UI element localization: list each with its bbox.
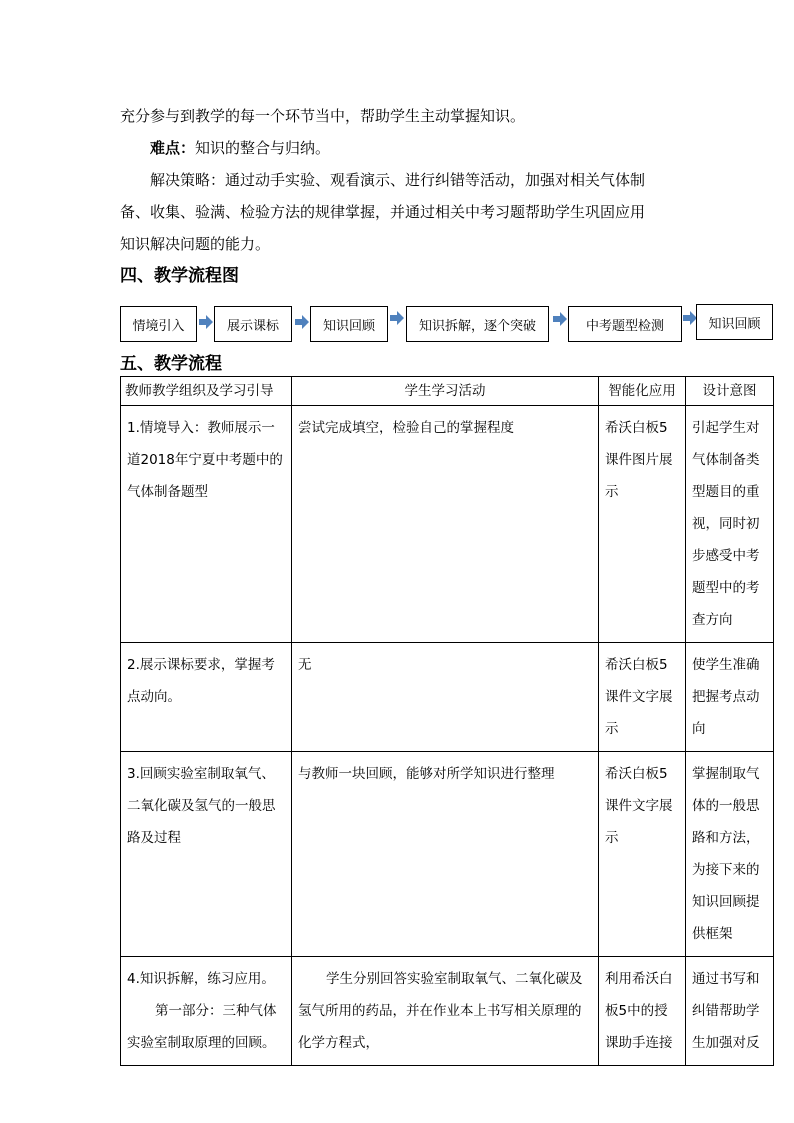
flow-arrow-icon bbox=[390, 311, 404, 325]
table-row bbox=[121, 643, 774, 752]
row-intent-cell: 通过书写和纠错帮助学生加强对反 bbox=[686, 957, 774, 1066]
row-tech-cell: 希沃白板5课件文字展示 bbox=[599, 752, 686, 957]
row-teacher-subtext: 第一部分：三种气体实验室制取原理的回顾。 bbox=[127, 1003, 277, 1051]
row-student-cell: 无 bbox=[292, 643, 599, 752]
teaching-flowchart bbox=[120, 304, 780, 344]
row-student-cell: 学生分别回答实验室制取氧气、二氧化碳及氢气所用的药品，并在作业本上书写相关原理的化学方程式， bbox=[292, 957, 599, 1066]
row-teacher-cell bbox=[121, 957, 292, 1066]
flow-step-1: 情境引入 bbox=[120, 306, 197, 342]
difficulty-label: 难点： bbox=[150, 139, 196, 157]
header-intent: 设计意图 bbox=[686, 377, 774, 406]
row-intent-cell: 掌握制取气体的一般思路和方法，为接下来的知识回顾提供框架 bbox=[686, 752, 774, 957]
flow-arrow-icon bbox=[553, 312, 567, 326]
row-tech-cell: 希沃白板5课件图片展示 bbox=[599, 406, 686, 643]
intro-line: 充分参与到教学的每一个环节当中，帮助学生主动掌握知识。 bbox=[120, 107, 526, 125]
difficulty-text: 知识的整合与归纳。 bbox=[195, 139, 331, 157]
strategy-line-3: 知识解决问题的能力。 bbox=[120, 235, 271, 253]
row-student-cell: 尝试完成填空，检验自己的掌握程度 bbox=[292, 406, 599, 643]
flow-arrow-icon bbox=[199, 315, 213, 329]
header-tech: 智能化应用 bbox=[599, 377, 686, 406]
row-teacher-cell: 1.情境导入：教师展示一道2018年宁夏中考题中的气体制备题型 bbox=[121, 406, 292, 643]
header-teacher: 教师教学组织及学习引导 bbox=[121, 377, 292, 406]
difficulty-paragraph bbox=[120, 132, 680, 164]
flow-arrow-icon bbox=[295, 315, 309, 329]
flow-step-3: 知识回顾 bbox=[310, 306, 388, 342]
row-intent-cell: 引起学生对气体制备类型题目的重视，同时初步感受中考题型中的考查方向 bbox=[686, 406, 774, 643]
table-row bbox=[121, 752, 774, 957]
flow-step-5: 中考题型检测 bbox=[568, 306, 682, 342]
flow-step-4: 知识拆解，逐个突破 bbox=[406, 306, 549, 342]
header-student: 学生学习活动 bbox=[292, 377, 599, 406]
flow-step-6: 知识回顾 bbox=[696, 304, 773, 340]
table-header-row bbox=[121, 377, 774, 406]
strategy-line-1: 解决策略：通过动手实验、观看演示、进行纠错等活动，加强对相关气体制 bbox=[150, 171, 646, 189]
table-row bbox=[121, 406, 774, 643]
teaching-process-table bbox=[120, 376, 774, 1066]
flow-arrow-icon bbox=[683, 311, 697, 325]
row-teacher-cell: 3.回顾实验室制取氧气、二氧化碳及氢气的一般思路及过程 bbox=[121, 752, 292, 957]
section-5-title: 五、教学流程 bbox=[120, 354, 222, 374]
row-intent-cell: 使学生准确把握考点动向 bbox=[686, 643, 774, 752]
table-row bbox=[121, 957, 774, 1066]
row-teacher-text: 4.知识拆解，练习应用。 bbox=[127, 971, 275, 987]
strategy-line-2: 备、收集、验满、检验方法的规律掌握，并通过相关中考习题帮助学生巩固应用 bbox=[120, 203, 646, 221]
section-4-title: 四、教学流程图 bbox=[120, 266, 239, 286]
row-student-cell: 与教师一块回顾，能够对所学知识进行整理 bbox=[292, 752, 599, 957]
flow-step-2: 展示课标 bbox=[214, 306, 292, 342]
row-tech-cell: 利用希沃白板5中的授课助手连接 bbox=[599, 957, 686, 1066]
row-teacher-cell: 2.展示课标要求，掌握考点动向。 bbox=[121, 643, 292, 752]
row-tech-cell: 希沃白板5课件文字展示 bbox=[599, 643, 686, 752]
